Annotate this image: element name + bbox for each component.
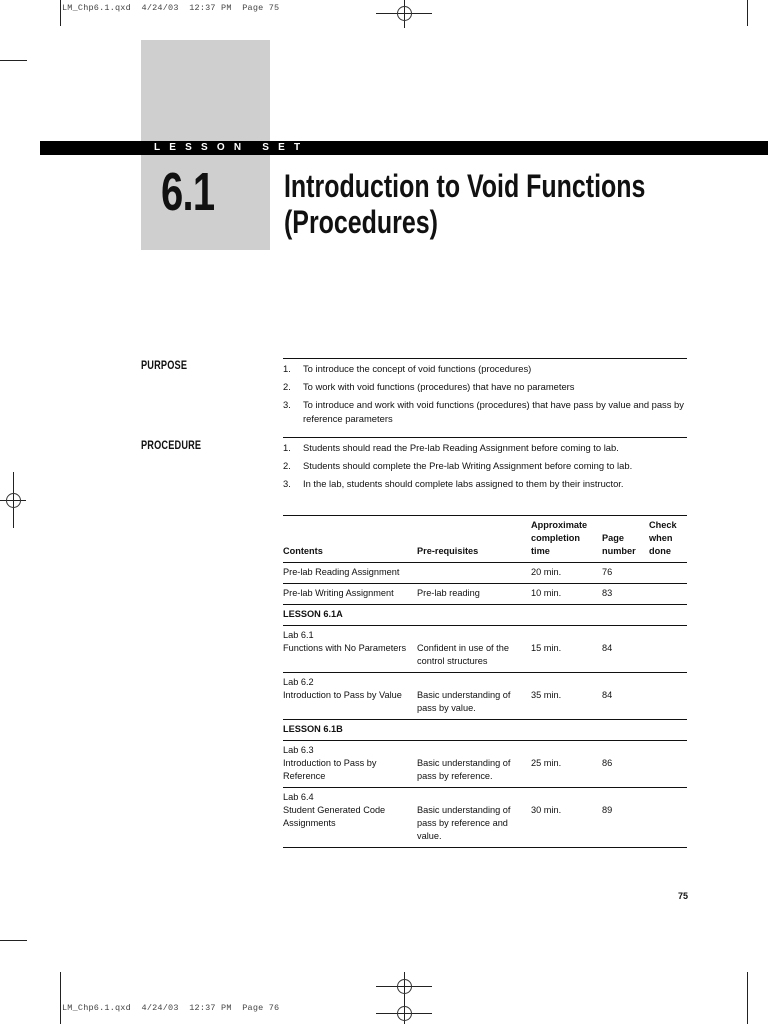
procedure-list: [283, 441, 693, 495]
crop-mark: [60, 0, 61, 26]
crop-mark: [747, 972, 748, 1024]
lesson-set-bar: [40, 141, 768, 155]
table-row: Lab 6.2 Introduction to Pass by Value Basic understanding of pass by value. 35 min. 84: [283, 673, 687, 720]
check-cell: [649, 788, 687, 848]
col-contents: Contents: [283, 516, 417, 563]
registration-mark: [6, 493, 21, 508]
col-time: Approximate completion time: [531, 516, 602, 563]
table-row: Pre-lab Reading Assignment 20 min. 76: [283, 563, 687, 584]
lesson-group-row: LESSON 6.1B: [283, 720, 687, 741]
list-item: 2. To work with void functions (procedures) that have no parameters: [283, 381, 575, 392]
list-item: 1. To introduce the concept of void functions (procedures): [283, 363, 532, 374]
crop-mark: [0, 60, 27, 61]
lesson-set-label: LESSON SET: [154, 142, 310, 153]
purpose-list: [283, 362, 693, 430]
check-cell: [649, 626, 687, 673]
table-row: Lab 6.3 Introduction to Pass by Reference Basic understanding of pass by reference. 25 min. 86: [283, 741, 687, 788]
crop-mark: [0, 940, 27, 941]
check-cell: [649, 563, 687, 584]
table-row: Pre-lab Writing Assignment Pre-lab reading 10 min. 83: [283, 584, 687, 605]
check-cell: [649, 673, 687, 720]
lesson-group-row: LESSON 6.1A: [283, 605, 687, 626]
col-prereq: Pre-requisites: [417, 516, 531, 563]
page-number: 75: [678, 891, 689, 901]
title-line-1: Introduction to Void Functions: [284, 168, 646, 204]
slug-top: LM_Chp6.1.qxd 4/24/03 12:37 PM Page 75: [62, 3, 280, 13]
lab-schedule-table: [283, 515, 687, 848]
list-item: 3. To introduce and work with void functions (procedures) that have pass by value and pass by reference parameters: [283, 399, 684, 424]
col-page: Page number: [602, 516, 649, 563]
procedure-rule: [283, 437, 687, 438]
list-item: 3. In the lab, students should complete labs assigned to them by their instructor.: [283, 478, 624, 489]
page-title: [284, 168, 645, 240]
procedure-label: PROCEDURE: [141, 440, 202, 452]
crop-mark: [747, 0, 748, 26]
table-row: Lab 6.1 Functions with No Parameters Confident in use of the control structures 15 min. 84: [283, 626, 687, 673]
check-cell: [649, 584, 687, 605]
crop-mark: [60, 972, 61, 1024]
list-item: 2. Students should complete the Pre-lab Writing Assignment before coming to lab.: [283, 460, 633, 471]
registration-mark: [397, 6, 412, 21]
check-cell: [649, 741, 687, 788]
col-check: Check when done: [649, 516, 687, 563]
registration-mark: [397, 1006, 412, 1021]
purpose-rule: [283, 358, 687, 359]
table-header-row: [283, 516, 687, 563]
list-item: 1. Students should read the Pre-lab Reading Assignment before coming to lab.: [283, 442, 619, 453]
registration-mark: [397, 979, 412, 994]
lesson-number: 6.1: [161, 162, 215, 222]
purpose-label: PURPOSE: [141, 360, 188, 372]
title-line-2: (Procedures): [284, 204, 438, 240]
table-row: Lab 6.4 Student Generated Code Assignments Basic understanding of pass by reference and value. 30 min. 89: [283, 788, 687, 848]
slug-bottom: LM_Chp6.1.qxd 4/24/03 12:37 PM Page 76: [62, 1003, 280, 1013]
